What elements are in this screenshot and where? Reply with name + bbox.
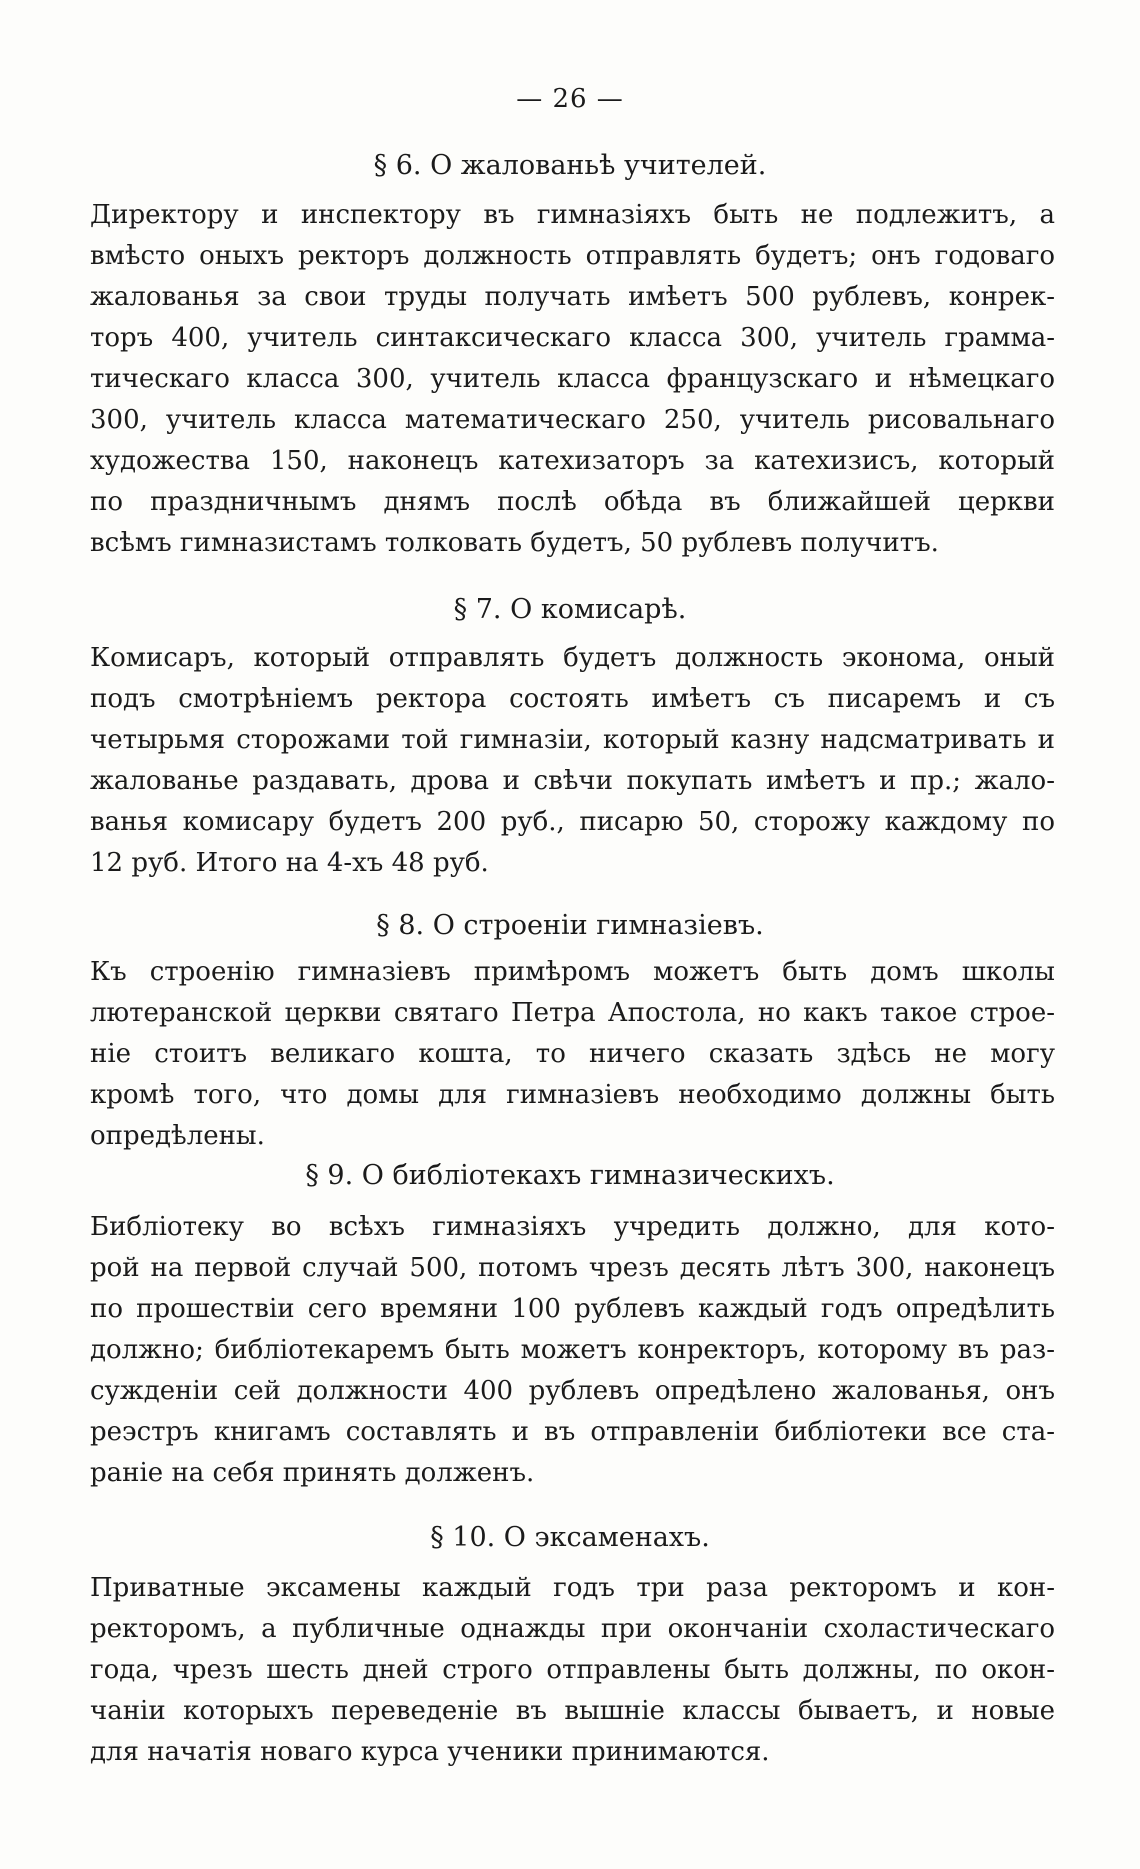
text-line: четырьмя сторожами той гимназіи, который казну надсматривать и — [90, 725, 1055, 755]
text-line: Директору и инспектору въ гимназіяхъ быть не подлежитъ, а — [90, 200, 1055, 230]
section-heading-8: § 8. О строеніи гимназіевъ. — [376, 910, 764, 941]
page-number: — 26 — — [516, 84, 624, 114]
section-heading-10: § 10. О эксаменахъ. — [430, 1522, 710, 1553]
text-line: по прошествіи сего времяни 100 рублевъ каждый годъ опредѣлить — [90, 1294, 1055, 1324]
section-paragraph-6 — [90, 195, 1055, 564]
text-line: для начатія новаго курса ученики принимаются. — [90, 1737, 770, 1767]
text-line: должно; библіотекаремъ быть можетъ конректоръ, которому въ раз- — [90, 1335, 1055, 1365]
text-line: тическаго класса 300, учитель класса французскаго и нѣмецкаго — [90, 364, 1055, 394]
text-line: сужденіи сей должности 400 рублевъ опредѣлено жалованья, онъ — [90, 1376, 1055, 1406]
section-paragraph-8 — [90, 952, 1055, 1157]
section-paragraph-10 — [90, 1568, 1055, 1773]
text-line: всѣмъ гимназистамъ толковать будетъ, 50 рублевъ получитъ. — [90, 528, 939, 558]
text-line: подъ смотрѣніемъ ректора состоять имѣетъ съ писаремъ и съ — [90, 684, 1055, 714]
text-line: реэстръ книгамъ составлять и въ отправленіи библіотеки все ста- — [90, 1417, 1055, 1447]
section-heading-6: § 6. О жалованьѣ учителей. — [373, 150, 767, 181]
text-line: жалованья за свои труды получать имѣетъ 500 рублевъ, конрек- — [90, 282, 1055, 312]
section-heading-9: § 9. О библіотекахъ гимназическихъ. — [305, 1160, 835, 1191]
text-line: по праздничнымъ днямъ послѣ обѣда въ ближайшей церкви — [90, 487, 1055, 517]
text-line: жалованье раздавать, дрова и свѣчи покупать имѣетъ и пр.; жало- — [90, 766, 1055, 796]
text-line: ніе стоитъ великаго кошта, то ничего сказать здѣсь не могу — [90, 1039, 1055, 1069]
text-line: опредѣлены. — [90, 1121, 265, 1151]
text-line: ректоромъ, а публичные однажды при окончаніи схоластическаго — [90, 1614, 1055, 1644]
section-paragraph-9 — [90, 1207, 1055, 1494]
section-paragraph-7 — [90, 638, 1055, 884]
text-line: рой на первой случай 500, потомъ чрезъ десять лѣтъ 300, наконецъ — [90, 1253, 1055, 1283]
text-line: Комисаръ, который отправлять будетъ должность эконома, оный — [90, 643, 1055, 673]
text-line: 300, учитель класса математическаго 250, учитель рисовальнаго — [90, 405, 1055, 435]
text-line: 12 руб. Итого на 4-хъ 48 руб. — [90, 848, 489, 878]
text-line: художества 150, наконецъ катехизаторъ за катехизисъ, который — [90, 446, 1055, 476]
text-line: чаніи которыхъ переведеніе въ вышніе классы бываетъ, и новые — [90, 1696, 1055, 1726]
section-heading-7: § 7. О комисарѣ. — [453, 594, 687, 625]
text-line: Библіотеку во всѣхъ гимназіяхъ учредить должно, для кото- — [90, 1212, 1055, 1242]
text-line: года, чрезъ шесть дней строго отправлены быть должны, по окон- — [90, 1655, 1055, 1685]
text-line: вмѣсто оныхъ ректоръ должность отправлять будетъ; онъ годоваго — [90, 241, 1055, 271]
text-line: кромѣ того, что домы для гимназіевъ необходимо должны быть — [90, 1080, 1055, 1110]
text-line: Къ строенію гимназіевъ примѣромъ можетъ быть домъ школы — [90, 957, 1055, 987]
text-line: торъ 400, учитель синтаксическаго класса 300, учитель грамма- — [90, 323, 1055, 353]
text-line: Приватные эксамены каждый годъ три раза ректоромъ и кон- — [90, 1573, 1055, 1603]
text-line: ванья комисару будетъ 200 руб., писарю 50, сторожу каждому по — [90, 807, 1055, 837]
text-line: лютеранской церкви святаго Петра Апостола, но какъ такое строе- — [90, 998, 1055, 1028]
text-line: раніе на себя принять долженъ. — [90, 1458, 535, 1488]
